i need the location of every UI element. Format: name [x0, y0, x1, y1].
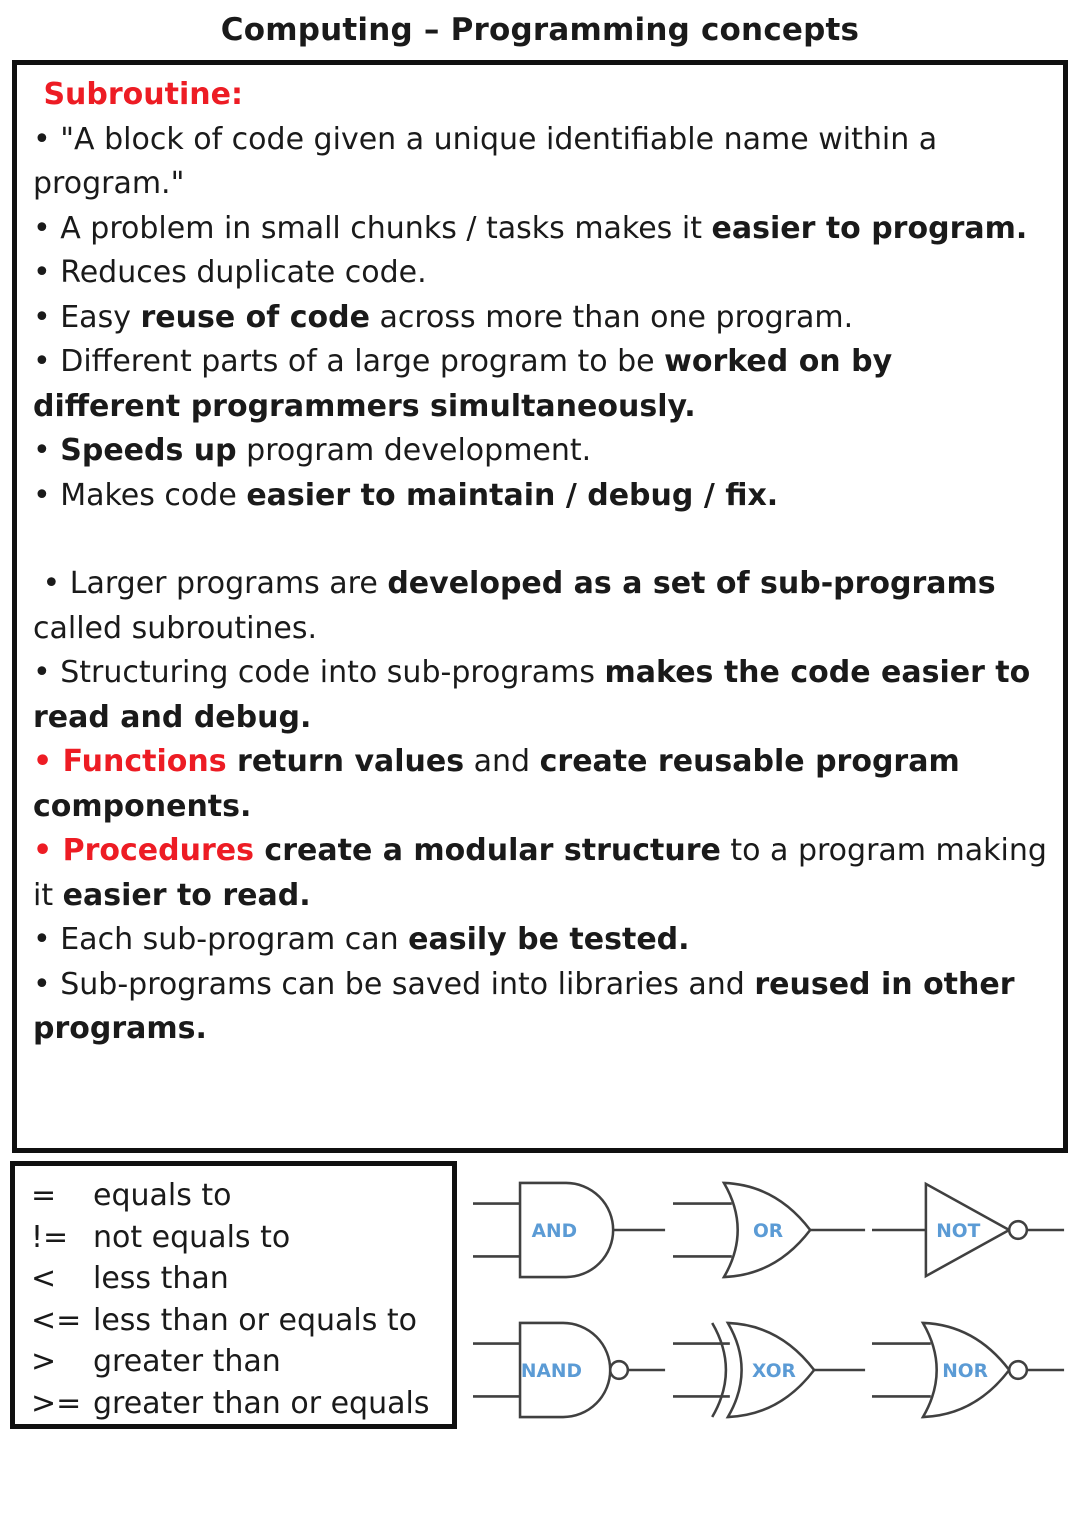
operator-symbol: <: [31, 1261, 57, 1296]
bullet-item: • Procedures create a modular structure to a program making it easier to read.: [33, 833, 1057, 913]
not-gate-label: NOT: [936, 1220, 981, 1242]
bullet-item: • Functions return values and create reusable program components.: [33, 744, 971, 824]
or-gate-icon: [673, 1171, 869, 1289]
gate-inverter-bubble: [1009, 1221, 1027, 1239]
bullet-item: • Structuring code into sub-programs makes the code easier to read and debug.: [33, 655, 1041, 735]
bullet-item: • Different parts of a large program to be worked on by different programmers simultaneously.: [33, 344, 903, 424]
bullet-item: • A problem in small chunks / tasks makes it easier to program.: [33, 210, 1028, 246]
operator-meaning: greater than: [93, 1344, 281, 1379]
bullet-item: • Speeds up program development.: [33, 433, 592, 468]
operator-row: [31, 1217, 452, 1259]
operators-table: [10, 1161, 457, 1429]
operator-row: [31, 1383, 452, 1425]
operator-symbol: >: [31, 1344, 57, 1379]
operator-symbol: !=: [31, 1219, 69, 1255]
bullet-item: • Easy reuse of code across more than one program.: [33, 299, 854, 335]
operator-meaning: equals to: [93, 1178, 232, 1213]
gate-inverter-bubble: [1009, 1361, 1027, 1379]
bullet-item: • Sub-programs can be saved into libraries and reused in other programs.: [33, 966, 1025, 1046]
operator-row: [31, 1341, 452, 1383]
not-gate-icon: [872, 1171, 1068, 1289]
operator-row: [31, 1258, 452, 1300]
bullet-item: • Makes code easier to maintain / debug / fix.: [33, 477, 779, 513]
operator-meaning: less than or equals to: [93, 1302, 418, 1338]
bottom-section: [10, 1161, 1080, 1429]
gate-inverter-bubble: [610, 1361, 628, 1379]
paragraph-spacer: [33, 518, 1047, 562]
nand-gate-label: NAND: [520, 1360, 582, 1382]
xor-gate-icon: [673, 1311, 869, 1429]
gate-extra-curve: [712, 1323, 726, 1417]
operator-meaning: not equals to: [93, 1219, 291, 1255]
logic-gates-panel: [457, 1161, 1080, 1429]
operator-symbol: >=: [31, 1385, 82, 1421]
nand-gate-icon: [473, 1311, 669, 1429]
nor-gate-label: NOR: [942, 1360, 988, 1382]
gate-row-bottom: [473, 1311, 1068, 1429]
and-gate-icon: [473, 1171, 669, 1289]
or-gate-label: OR: [752, 1220, 783, 1242]
bullet-item: • "A block of code given a unique identifiable name within a program.": [33, 121, 947, 201]
bullet-item: • Each sub-program can easily be tested.: [33, 922, 690, 957]
and-gate-label: AND: [531, 1220, 578, 1242]
bullet-item: • Reduces duplicate code.: [33, 255, 427, 290]
xor-gate-label: XOR: [751, 1360, 796, 1382]
gate-row-top: [473, 1171, 1068, 1289]
operator-meaning: less than: [93, 1261, 229, 1296]
nor-gate-icon: [872, 1311, 1068, 1429]
subroutine-heading: Subroutine:: [33, 77, 243, 112]
operator-row: [31, 1175, 452, 1217]
page-title: Computing – Programming concepts: [220, 12, 860, 48]
operator-symbol: <=: [31, 1302, 82, 1338]
operator-row: [31, 1300, 452, 1342]
bullet-item: • Larger programs are developed as a set of sub-programs called subroutines.: [33, 566, 1006, 646]
subroutine-notes-box: [12, 60, 1068, 1153]
operator-meaning: greater than or equals: [93, 1385, 430, 1421]
operator-symbol: =: [31, 1178, 57, 1213]
